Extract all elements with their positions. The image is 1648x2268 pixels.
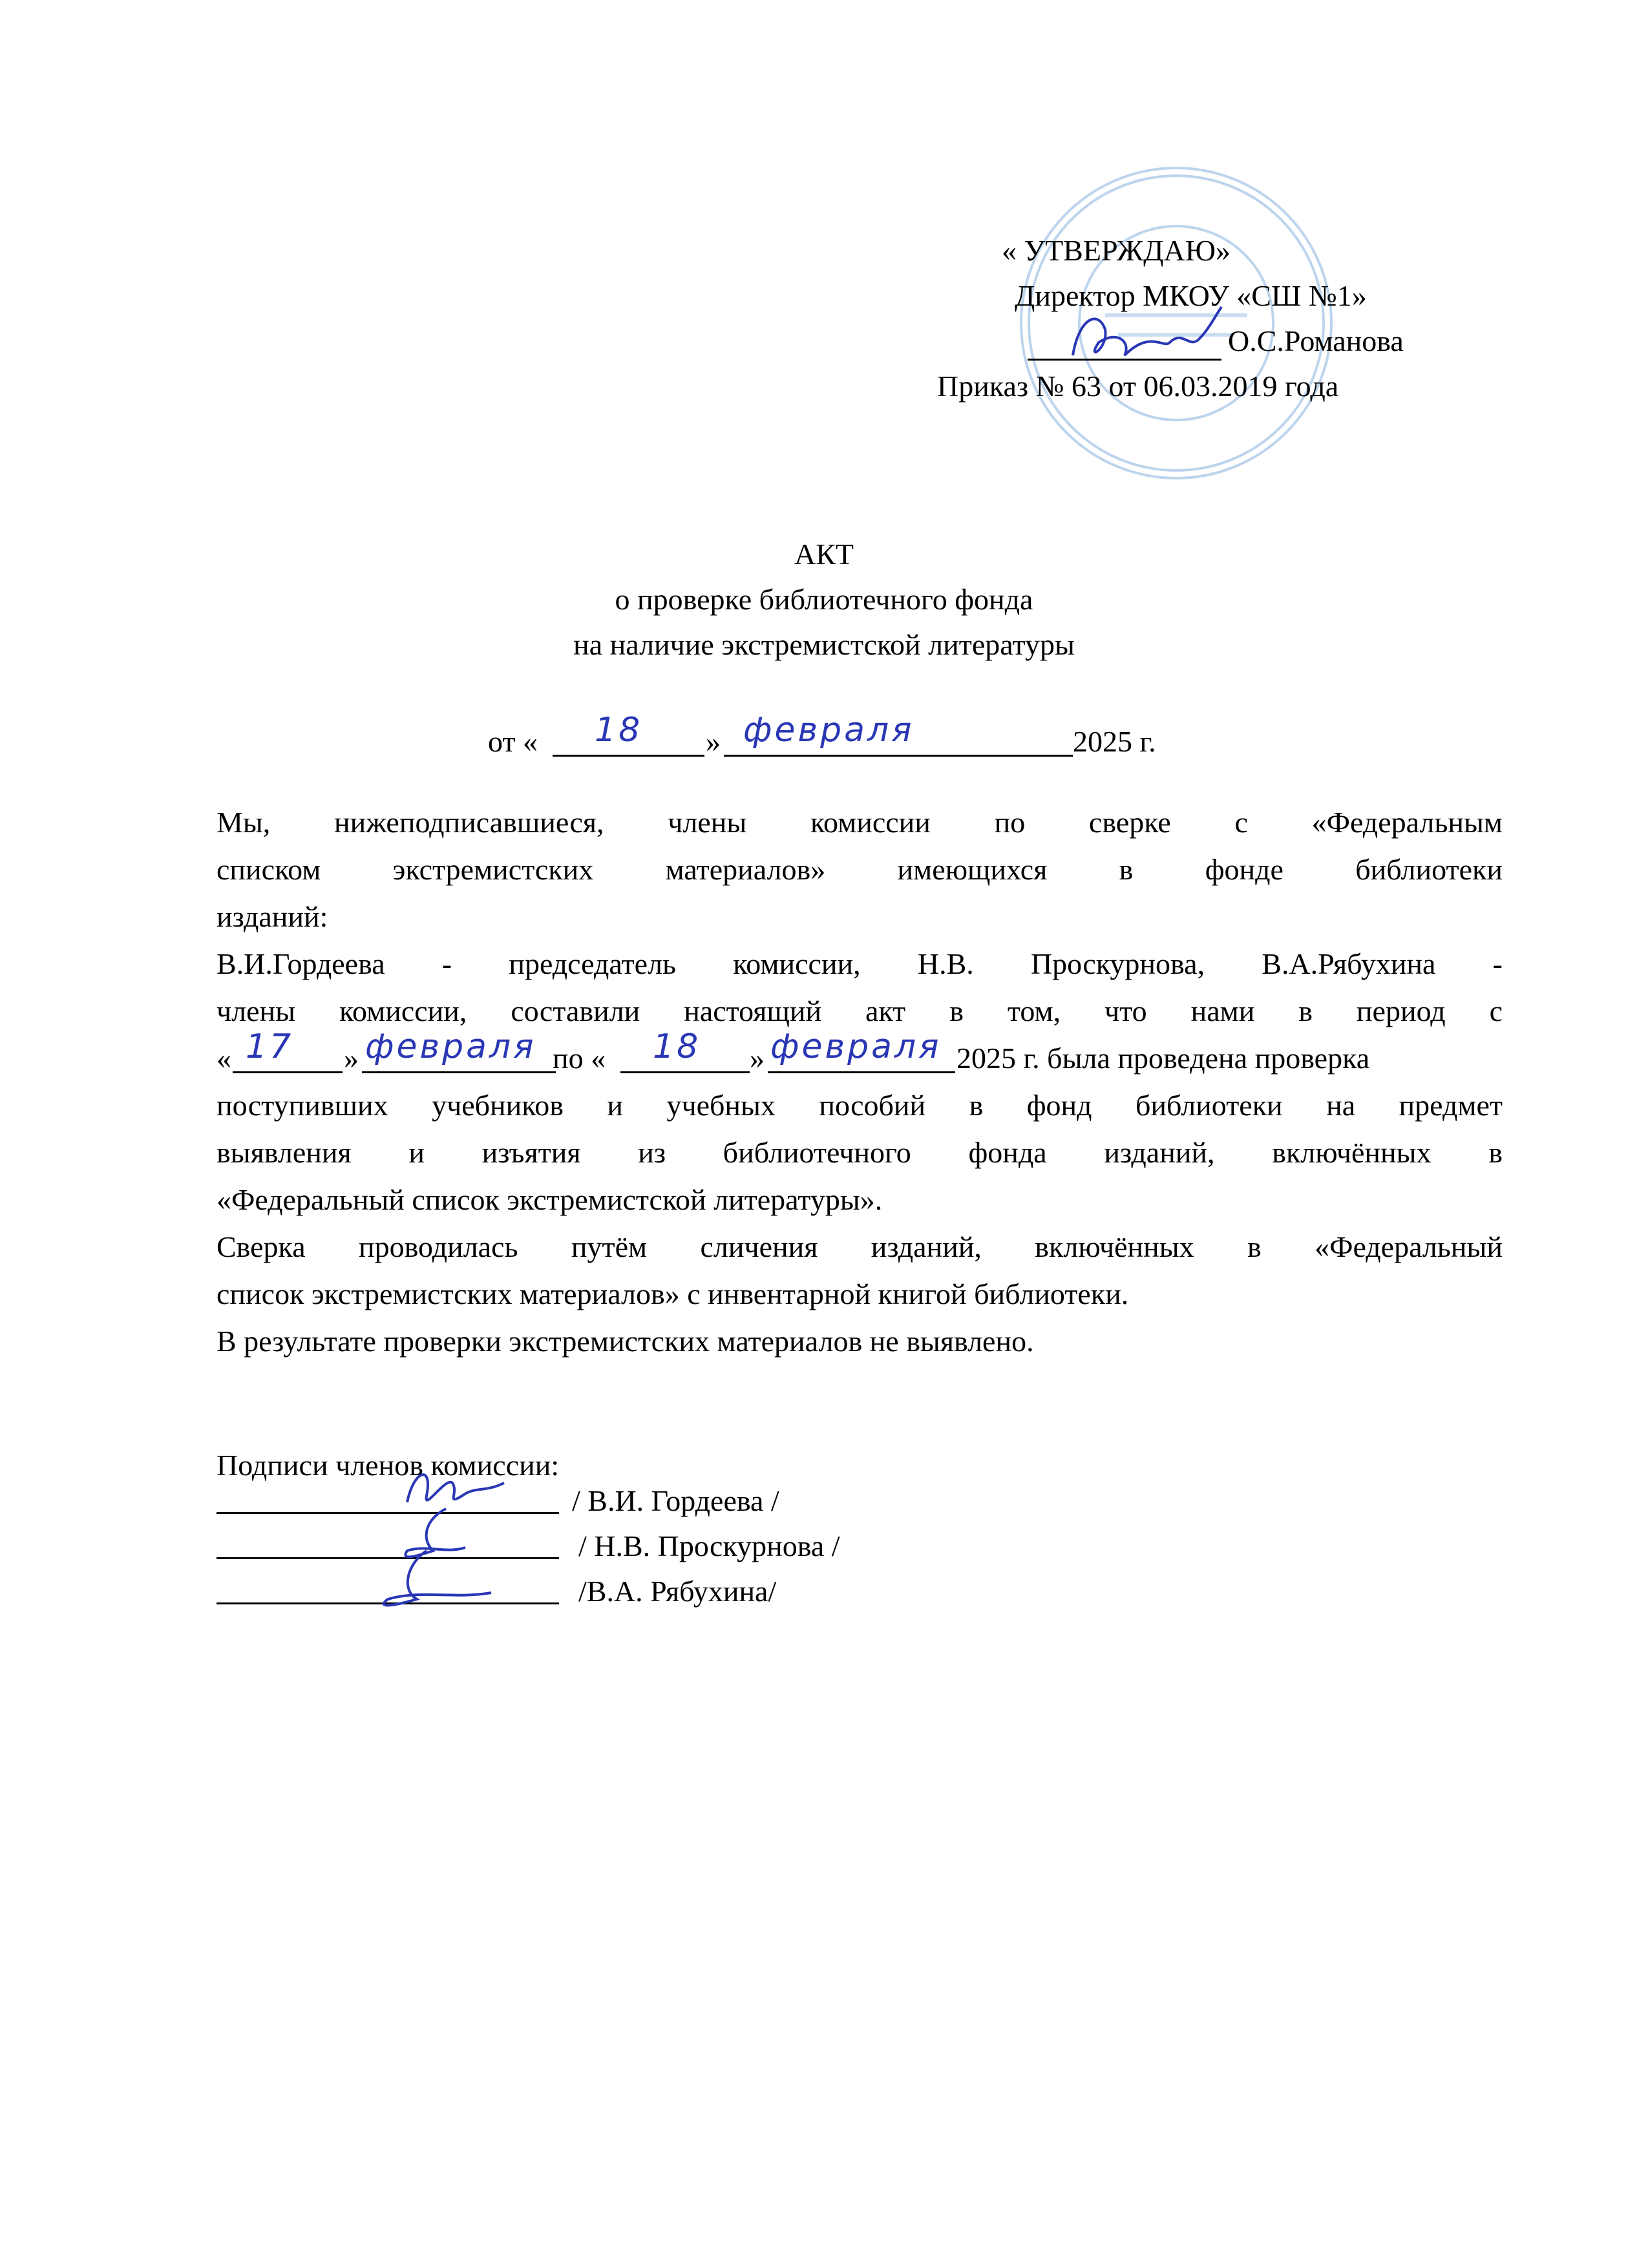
date-month-handwritten: февраля (743, 711, 914, 750)
body-p3-line1: Сверка проводилась путём сличения изданий, включённых в «Федеральный (217, 1230, 1503, 1263)
approve-label: « УТВЕРЖДАЮ» (1002, 234, 1231, 267)
body-p1-line3: изданий: (217, 900, 328, 933)
director-line: Директор МКОУ «СШ №1» (1015, 279, 1367, 312)
date-day-handwritten: 18 (595, 711, 643, 750)
signatures-header: Подписи членов комиссии: (217, 1449, 560, 1482)
period-open-quote: « (217, 1042, 231, 1075)
period-day1-underline (233, 1071, 343, 1073)
signature-name-3: /В.А. Рябухина/ (578, 1575, 777, 1608)
order-line: Приказ № 63 от 06.03.2019 года (937, 370, 1339, 403)
period-day1-handwritten: 17 (246, 1027, 294, 1066)
body-p4-line1: В результате проверки экстремистских материалов не выявлено. (217, 1325, 1034, 1358)
body-p2-line1: В.И.Гордеева - председатель комиссии, Н.В. Проскурнова, В.А.Рябухина - (217, 947, 1503, 980)
signature-name-2: / Н.В. Проскурнова / (578, 1529, 840, 1562)
period-po: по « (553, 1042, 606, 1075)
date-prefix: от « (488, 725, 538, 758)
signature-name-1: / В.И. Гордеева / (572, 1484, 779, 1517)
director-name: О.С.Романова (1228, 324, 1404, 357)
doc-subtitle-1: о проверке библиотечного фонда (615, 583, 1033, 616)
period-rest: 2025 г. была проведена проверка (956, 1042, 1370, 1075)
period-day2-underline (620, 1071, 750, 1073)
doc-subtitle-2: на наличие экстремистской литературы (573, 628, 1075, 661)
body-p3-line2: список экстремистских материалов» с инвентарной книгой библиотеки. (217, 1277, 1129, 1310)
period-day2-handwritten: 18 (653, 1027, 701, 1066)
signature-3 (362, 1538, 517, 1615)
body-p2-line5: выявления и изъятия из библиотечного фонда изданий, включённых в (217, 1136, 1503, 1169)
body-p2-line4: поступивших учебников и учебных пособий в фонд библиотеки на предмет (217, 1089, 1503, 1122)
period-close-quote-1: » (344, 1042, 359, 1075)
period-month2-handwritten: февраля (770, 1027, 942, 1066)
period-close-quote-2: » (750, 1042, 765, 1075)
body-p2-line6: «Федеральный список экстремистской литературы». (217, 1183, 883, 1216)
director-signature (1060, 304, 1228, 375)
date-month-underline (724, 755, 1073, 757)
date-day-underline (553, 755, 704, 757)
period-month1-underline (362, 1071, 556, 1073)
date-suffix: 2025 г. (1073, 725, 1156, 758)
period-month1-handwritten: февраля (365, 1027, 536, 1066)
period-month2-underline (768, 1071, 955, 1073)
body-p1-line1: Мы, нижеподписавшиеся, члены комиссии по сверке с «Федеральным (217, 806, 1503, 839)
date-mid: » (706, 725, 721, 758)
body-p2-line2: члены комиссии, составили настоящий акт в том, что нами в период с (217, 994, 1503, 1027)
body-p1-line2: списком экстремистских материалов» имеющихся в фонде библиотеки (217, 853, 1503, 886)
doc-title: АКТ (794, 538, 854, 571)
